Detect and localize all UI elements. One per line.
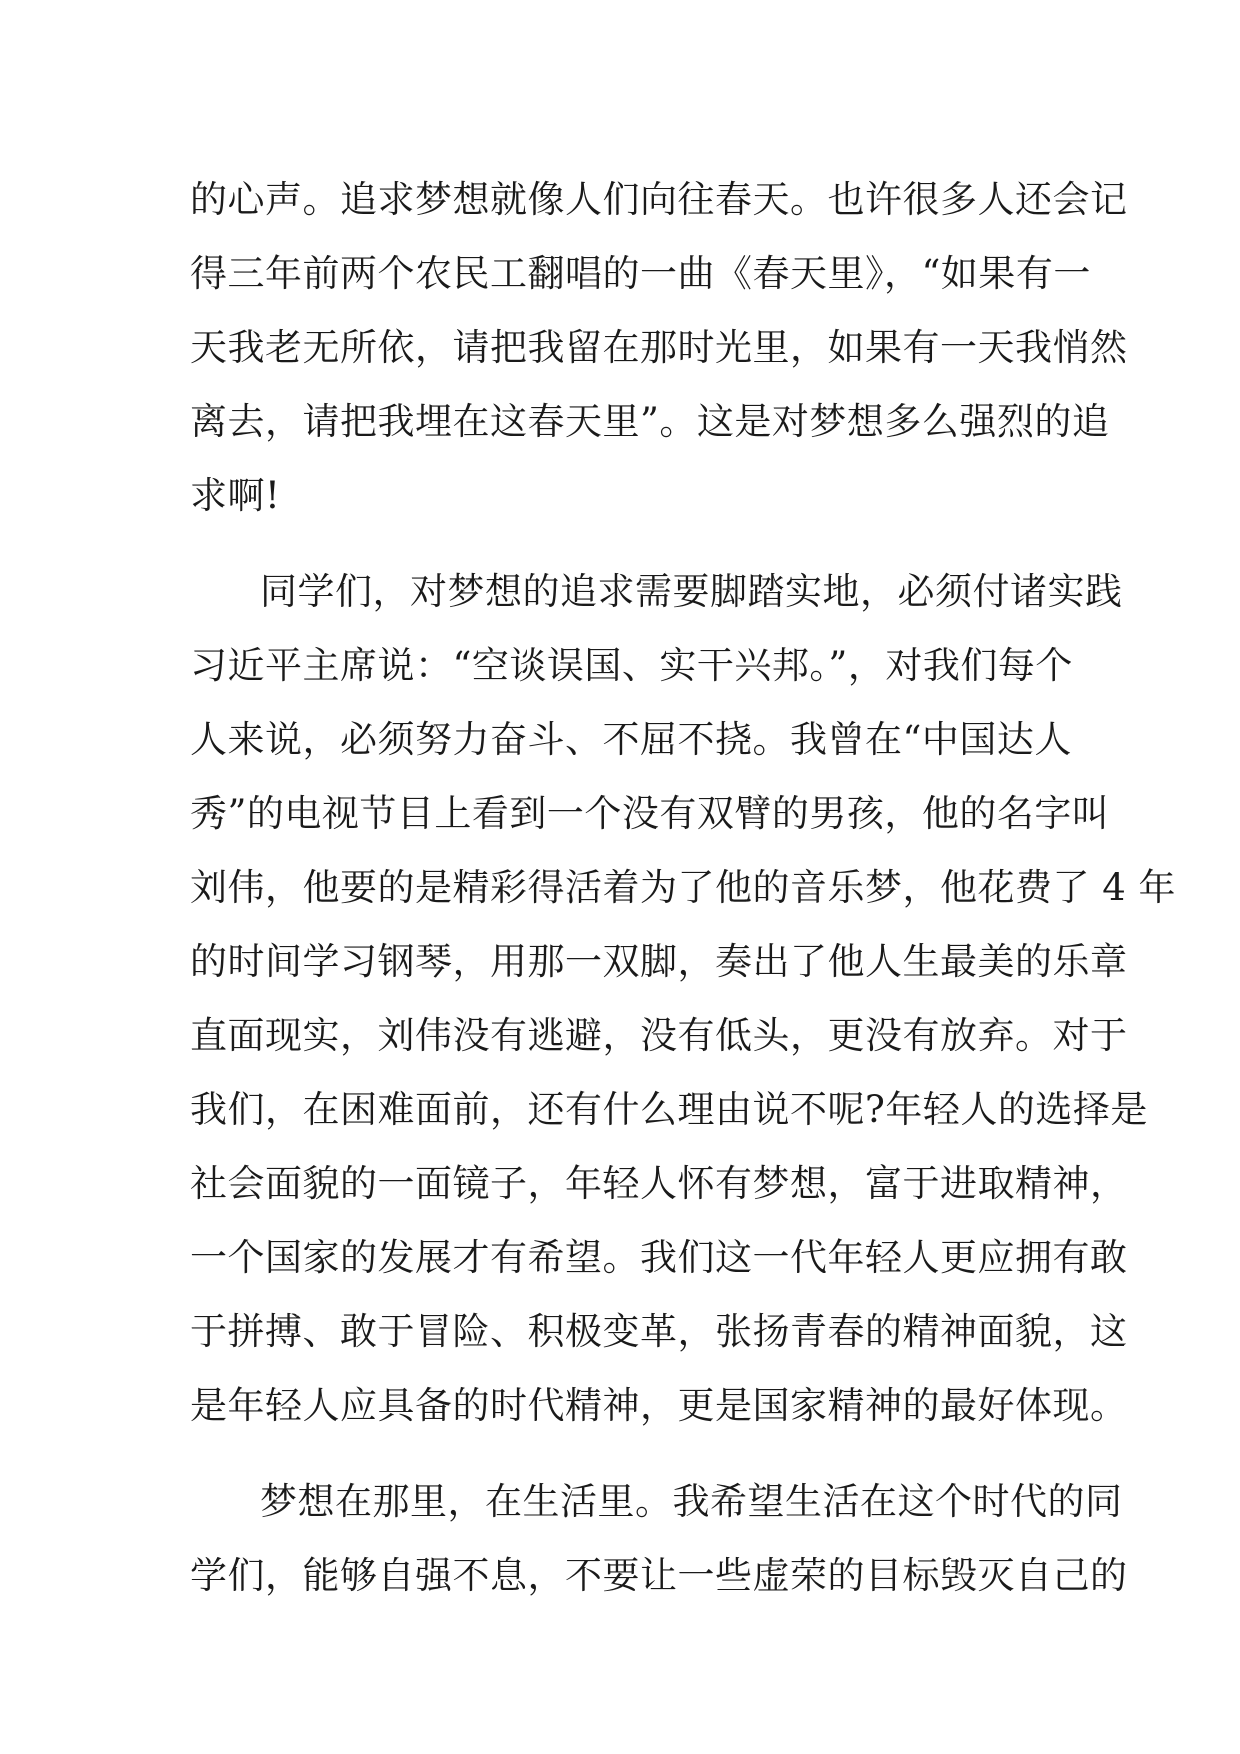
text-line: 人来说，必须努力奋斗、不屈不挠。我曾在“中国达人 bbox=[190, 718, 1072, 761]
document-body bbox=[190, 163, 1177, 1613]
text-line: 离去，请把我埋在这春天里”。这是对梦想多么强烈的追 bbox=[190, 400, 1110, 443]
text-line: 秀”的电视节目上看到一个没有双臂的男孩，他的名字叫 bbox=[190, 792, 1110, 835]
text-line: 是年轻人应具备的时代精神，更是国家精神的最好体现。 bbox=[190, 1384, 1128, 1427]
text-line: 得三年前两个农民工翻唱的一曲《春天里》，“如果有一 bbox=[190, 252, 1091, 295]
text-line-first: 同学们，对梦想的追求需要脚踏实地，必须付诸实践 bbox=[260, 570, 1123, 613]
text-line: 的时间学习钢琴，用那一双脚，奏出了他人生最美的乐章 bbox=[190, 940, 1128, 983]
text-line-first: 梦想在那里，在生活里。我希望生活在这个时代的同 bbox=[260, 1480, 1123, 1523]
text-line: 习近平主席说：“空谈误国、实干兴邦。”，对我们每个 bbox=[190, 644, 1073, 687]
text-line: 一个国家的发展才有希望。我们这一代年轻人更应拥有敢 bbox=[190, 1236, 1128, 1279]
paragraph-1 bbox=[190, 163, 1128, 533]
paragraph-2 bbox=[190, 555, 1177, 1443]
text-line: 社会面貌的一面镜子，年轻人怀有梦想，富于进取精神， bbox=[190, 1162, 1128, 1205]
paragraph-spacer bbox=[190, 533, 1070, 555]
text-line: 直面现实，刘伟没有逃避，没有低头，更没有放弃。对于 bbox=[190, 1014, 1128, 1057]
text-line: 于拼搏、敢于冒险、积极变革，张扬青春的精神面貌，这 bbox=[190, 1310, 1128, 1353]
text-line: 学们，能够自强不息，不要让一些虚荣的目标毁灭自己的 bbox=[190, 1554, 1128, 1597]
text-line: 我们，在困难面前，还有什么理由说不呢?年轻人的选择是 bbox=[190, 1088, 1148, 1131]
paragraph-3 bbox=[190, 1465, 1128, 1613]
text-line: 天我老无所依，请把我留在那时光里，如果有一天我悄然 bbox=[190, 326, 1128, 369]
text-line: 求啊! bbox=[190, 474, 281, 517]
text-line: 刘伟，他要的是精彩得活着为了他的音乐梦，他花费了 4 年 bbox=[190, 866, 1177, 909]
paragraph-spacer bbox=[190, 1443, 1070, 1465]
text-line: 的心声。追求梦想就像人们向往春天。也许很多人还会记 bbox=[190, 178, 1128, 221]
